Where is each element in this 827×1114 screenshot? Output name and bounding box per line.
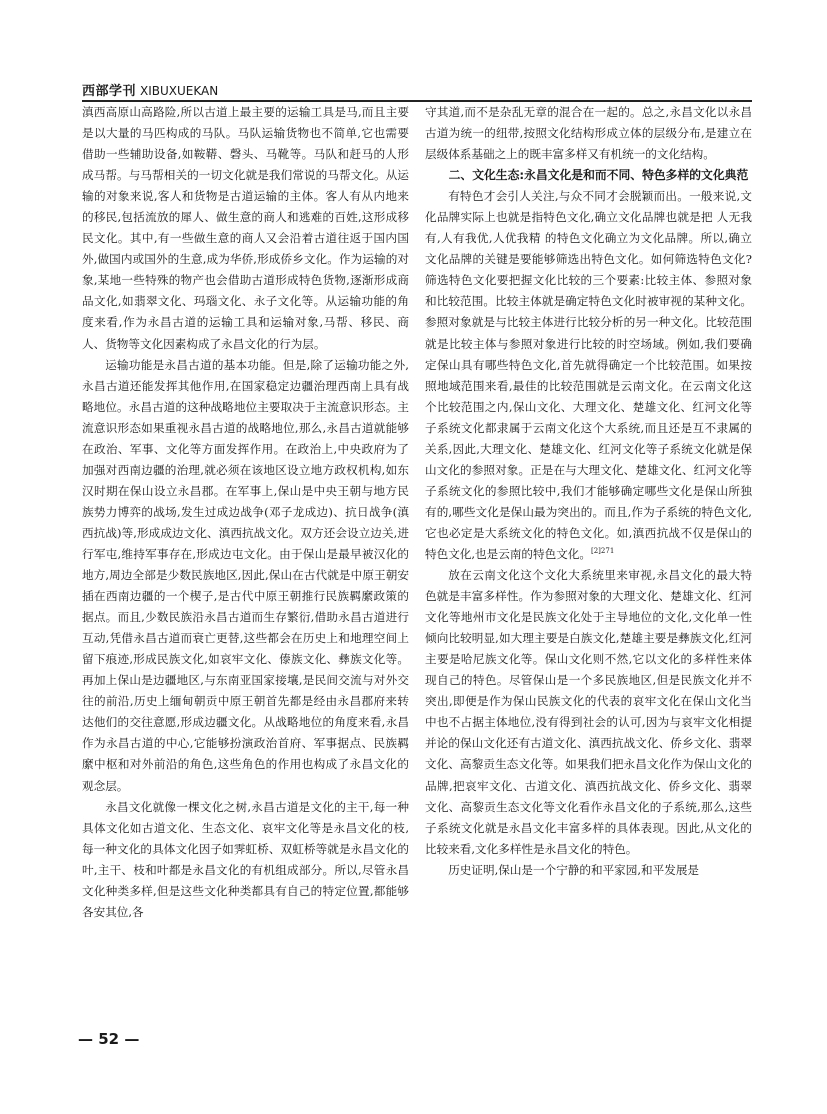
paragraph: 永昌文化就像一棵文化之树,永昌古道是文化的主干,每一种具体文化如古道文化、生态文化、哀牢文化等是永昌文化的枝,每一种文化的具体文化因子如霁虹桥、双虹桥等就是永昌文化的叶,主干、枝和叶都是永昌文化的有机组成部分。所以,尽管永昌文化种类多样,但是这些文化种类都具有自己的特定位置,都能够各安其位,各 (82, 799, 409, 919)
paragraph: 历史证明,保山是一个宁静的和平家园,和平发展是 (448, 862, 700, 877)
paragraph: 守其道,而不是杂乱无章的混合在一起的。总之,永昌文化以永昌古道为统一的纽带,按照文化结构形成立体的层级分布,是建立在层级体系基础之上的既丰富多样又有机统一的文化结构。 (425, 105, 752, 162)
running-header (82, 80, 752, 102)
citation-marker: [2]271 (591, 547, 615, 556)
journal-title-cn: 西部学刊 (82, 84, 137, 99)
paragraph-text: 有特色才会引人关注,与众不同才会脱颖而出。一般来说,文化品牌实际上也就是指特色文化,确立文化品牌也就是把 人无我有,人有我优,人优我精 的特色文化确立为文化品牌。所以,确立文化品牌的关键是要能够筛选出特色文化。如何筛选特色文化?筛选特色文化要把握文化比较的三个要素:比较主体、参照对象和比较范围。比较主体就是确定特色文化时被审视的某种文化。参照对象就是与比较主体进行比较分析的另一种文化。比较范围就是比较主体与参照对象进行比较的时空场域。例如,我们要确定保山具有哪些特色文化,首先就得确定一个比较范围。如果按照地域范围来看,最佳的比较范围就是云南文化。在云南文化这个比较范围之内,保山文化、大理文化、楚雄文化、红河文化等子系统文化都隶属于云南文化这个大系统,而且还是互不隶属的关系,因此,大理文化、楚雄文化、红河文化等子系统文化就是保山文化的参照对象。正是在与大理文化、楚雄文化、红河文化等子系统文化的参照比较中,我们才能够确定哪些文化是保山所独有的,哪些文化是保山最为突出的。而且,作为子系统的特色文化,它也必定是大系统文化的特色文化。如,滇西抗战不仅是保山的特色文化,也是云南的特色文化。 (425, 189, 752, 561)
right-column (425, 102, 752, 881)
paragraph: 滇西高原山高路险,所以古道上最主要的运输工具是马,而且主要是以大量的马匹构成的马队。马队运输货物也不简单,它也需要借助一些辅助设备,如鞍鞯、磬头、马靴等。马队和赶马的人形成马帮。与马帮相关的一切文化就是我们常说的马帮文化。从运输的对象来说,客人和货物是古道运输的主体。客人有从内地来的移民,包括流放的犀人、做生意的商人和逃难的百姓,这形成移民文化。其中,有一些做生意的商人又会沿着古道往返于国内国外,做国内或国外的生意,成为华侨,形成侨乡文化。作为运输的对象,某地一些特殊的物产也会借助古道形成特色货物,逐渐形成商品文化,如翡翠文化、玛瑙文化、永子文化等。从运输功能的角度来看,作为永昌古道的运输工具和运输对象,马帮、移民、商人、货物等文化因素构成了永昌文化的行为层。 (82, 105, 409, 351)
page-number: — 52 — (78, 1030, 140, 1048)
paragraph (425, 186, 752, 565)
paragraph: 放在云南文化这个文化大系统里来审视,永昌文化的最大特色就是丰富多样性。作为参照对象的大理文化、楚雄文化、红河文化等地州市文化是民族文化处于主导地位的文化,文化单一性倾向比较明显,如大理主要是白族文化,楚雄主要是彝族文化,红河主要是哈尼族文化等。保山文化则不然,它以文化的多样性来体现自己的特色。尽管保山是一个多民族地区,但是民族文化并不突出,即便是作为保山民族文化的代表的哀牢文化在保山文化当中也不占据主体地位,没有得到社会的认可,因为与哀牢文化相提并论的保山文化还有古道文化、滇西抗战文化、侨乡文化、翡翠文化、高黎贡生态文化等。如果我们把永昌文化作为保山文化的品牌,把哀牢文化、古道文化、滇西抗战文化、侨乡文化、翡翠文化、高黎贡生态文化等文化看作永昌文化的子系统,那么,这些子系统文化就是永昌文化丰富多样的具体表现。因此,从文化的比较来看,文化多样性是永昌文化的特色。 (425, 568, 752, 856)
journal-title (82, 80, 218, 99)
journal-title-en: XIBUXUEKAN (140, 84, 219, 98)
left-column (82, 102, 409, 923)
section-heading: 二、文化生态:永昌文化是和而不同、特色多样的文化典范 (448, 168, 749, 183)
paragraph: 运输功能是永昌古道的基本功能。但是,除了运输功能之外,永昌古道还能发挥其他作用,在国家稳定边疆治理西南上具有战略地位。永昌古道的这种战略地位主要取决于主流意识形态。主流意识形态如果重视永昌古道的战略地位,那么,永昌古道就能够在政治、军事、文化等方面发挥作用。在政治上,中央政府为了加强对西南边疆的治理,就必须在该地区设立地方政权机构,如东汉时期在保山设立永昌郡。在军事上,保山是中央王朝与地方民族势力博弈的战场,发生过成边战争(邓子龙成边)、抗日战争(滇西抗战)等,形成成边文化、滇西抗战文化。双方还会设立边关,进行军屯,维持军事存在,形成边屯文化。由于保山是最早被汉化的地方,周边全部是少数民族地区,因此,保山在古代就是中原王朝安插在西南边疆的一个楔子,是古代中原王朝推行民族羁縻政策的据点。而且,少数民族沿永昌古道而生存繁衍,借助永昌古道进行互动,凭借永昌古道而衰亡更替,这些都会在历史上和地理空间上留下痕迹,形成民族文化,如哀牢文化、傣族文化、彝族文化等。再加上保山是边疆地区,与东南亚国家接壤,是民间交流与对外交往的前沿,历史上缅甸朝贡中原王朝首先都是经由永昌郡府来转达他们的交往意愿,形成边疆文化。从战略地位的角度来看,永昌作为永昌古道的中心,它能够扮演政治首府、军事据点、民族羁縻中枢和对外前沿的角色,这些角色的作用也构成了永昌文化的观念层。 (82, 357, 409, 793)
